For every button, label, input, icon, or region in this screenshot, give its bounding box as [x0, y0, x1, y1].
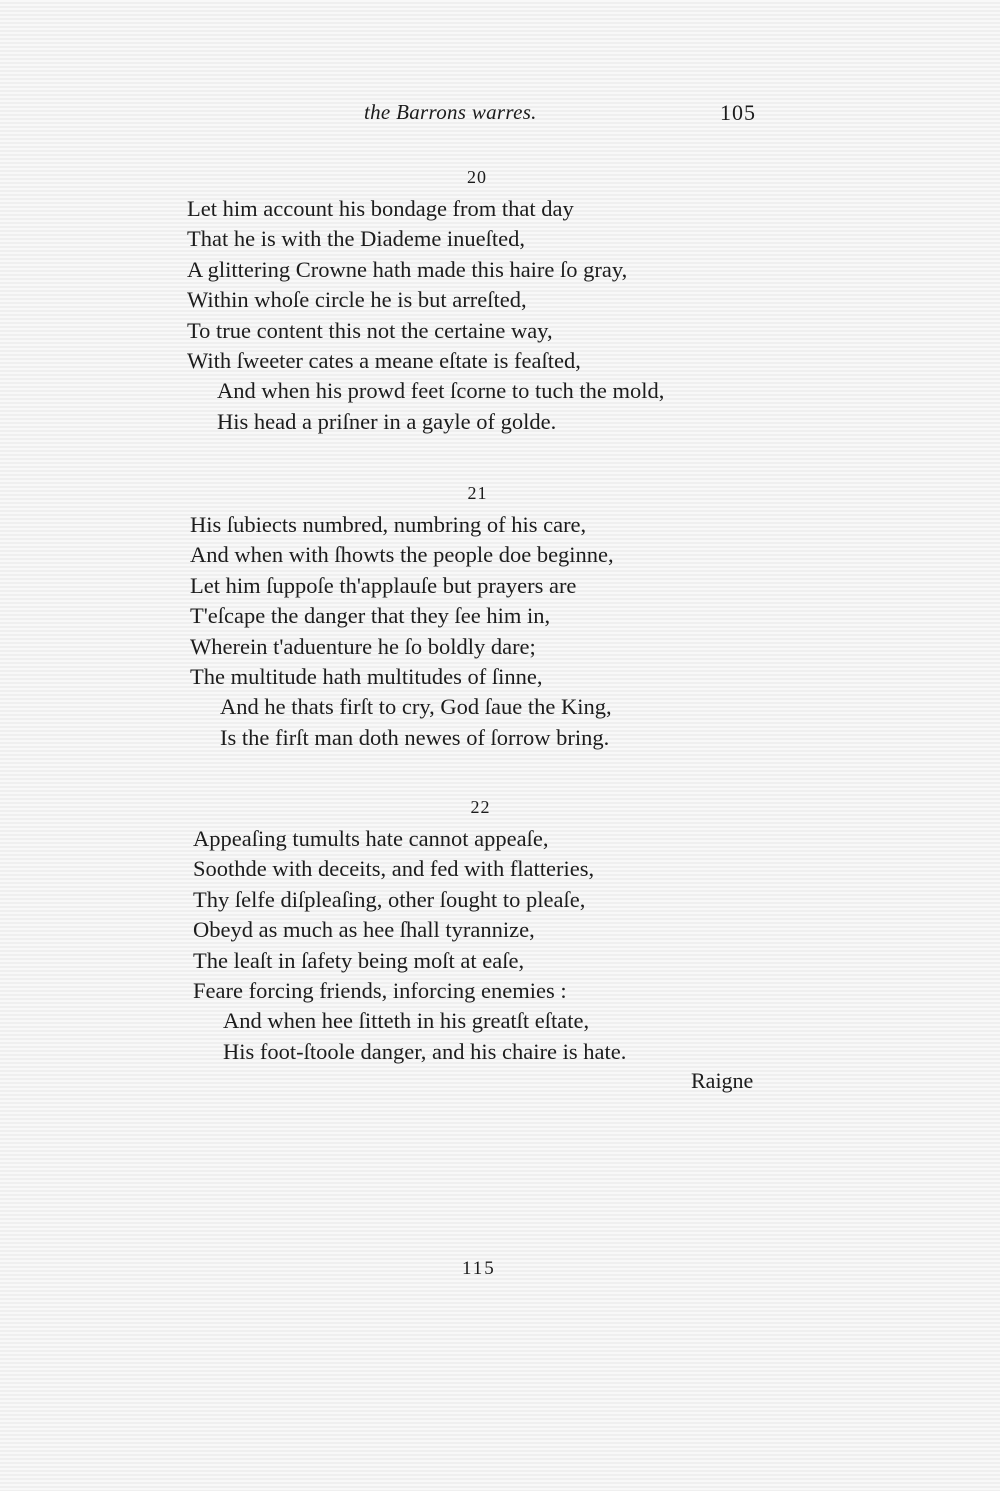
verse-line-indented: His head a priſner in a gayle of golde.	[217, 408, 557, 434]
verse-line: Feare forcing friends, inforcing enemies :	[193, 978, 567, 1004]
verse-line: A glittering Crowne hath made this haire ſo gray,	[187, 256, 628, 282]
verse-line: The multitude hath multitudes of ſinne,	[190, 664, 543, 690]
verse-line-indented: And when hee ſitteth in his greatſt eſtate,	[223, 1008, 590, 1034]
page-number: 105	[720, 100, 756, 125]
verse-line: Wherein t'aduenture he ſo boldly dare;	[190, 633, 536, 659]
verse-line-indented: His foot-ſtoole danger, and his chaire is hate.	[223, 1038, 627, 1064]
verse-line: Let him account his bondage from that day	[187, 196, 574, 221]
stanza-number: 22	[470, 797, 491, 817]
verse-line: His ſubiects numbred, numbring of his care,	[190, 512, 587, 537]
verse-line: Appeaſing tumults hate cannot appeaſe,	[193, 826, 549, 851]
verse-line: Obeyd as much as hee ſhall tyrannize,	[193, 917, 535, 943]
verse-line-indented: And when his prowd feet ſcorne to tuch the mold,	[217, 378, 665, 404]
signature-mark: 115	[462, 1258, 496, 1279]
verse-line-indented: Is the firſt man doth newes of ſorrow bring.	[220, 724, 610, 750]
stanza-number: 21	[467, 483, 488, 503]
stanza-22	[193, 797, 813, 1067]
stanza-21	[190, 483, 810, 753]
verse-line: T'eſcape the danger that they ſee him in,	[190, 603, 551, 629]
catchword: Raigne	[691, 1068, 754, 1093]
running-title: the Barrons warres.	[364, 100, 537, 124]
verse-line: Within whoſe circle he is but arreſted,	[187, 287, 527, 313]
verse-line: Soothde with deceits, and fed with flatteries,	[193, 856, 595, 882]
verse-line: Thy ſelfe diſpleaſing, other ſought to pleaſe,	[193, 886, 586, 912]
verse-line-indented: And he thats firſt to cry, God ſaue the King,	[220, 694, 612, 720]
stanza-20	[187, 167, 807, 437]
verse-line: The leaſt in ſafety being moſt at eaſe,	[193, 947, 525, 973]
verse-line: Let him ſuppoſe th'applauſe but prayers are	[190, 572, 577, 598]
verse-line: With ſweeter cates a meane eſtate is feaſted,	[187, 348, 581, 374]
verse-line: That he is with the Diademe inueſted,	[187, 226, 526, 252]
verse-line: To true content this not the certaine way,	[187, 317, 553, 343]
stanza-number: 20	[467, 167, 487, 187]
verse-line: And when with ſhowts the people doe beginne,	[190, 542, 614, 568]
